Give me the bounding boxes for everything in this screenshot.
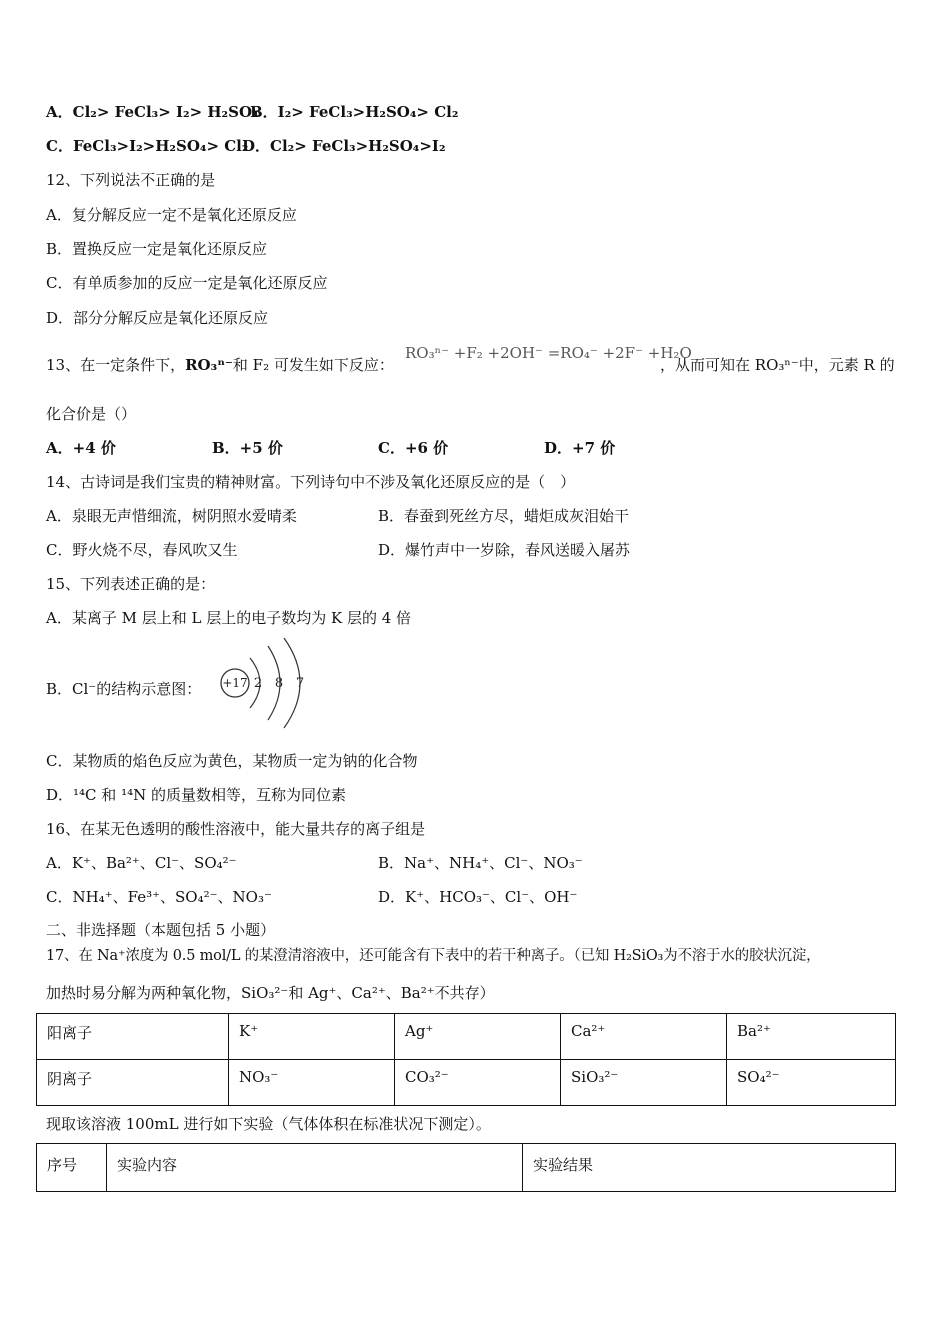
q12-option-a: A．复分解反应一定不是氧化还原反应 [46,206,297,224]
q13-species: RO₃ⁿ⁻ [185,356,233,374]
q12-option-b: B．置换反应一定是氧化还原反应 [46,240,268,258]
q14-option-row-2 [46,540,906,560]
table-cell: Ag⁺ [395,1014,561,1060]
shell-electron-count-3: 7 [295,676,305,691]
q15-option-d: D．¹⁴C 和 ¹⁴N 的质量数相等，互称为同位素 [46,786,346,804]
experiment-table [36,1143,896,1192]
table-header-cell: 序号 [37,1144,107,1192]
q16-option-a: A．K⁺、Ba²⁺、Cl⁻、SO₄²⁻ [46,854,237,872]
q14-option-d: D．爆竹声中一岁除，春风送暖入屠苏 [378,541,631,559]
table-cell: SiO₃²⁻ [561,1060,727,1106]
q16-option-c: C．NH₄⁺、Fe³⁺、SO₄²⁻、NO₃⁻ [46,888,272,906]
q11-option-c: C．FeCl₃>I₂>H₂SO₄> Cl₂ [46,137,249,155]
q12-stem: 12、下列说法不正确的是 [46,171,216,189]
q16-stem: 16、在某无色透明的酸性溶液中，能大量共存的离子组是 [46,820,426,838]
q16-option-row-2 [46,887,906,907]
q12-option-c: C．有单质参加的反应一定是氧化还原反应 [46,274,328,292]
q13-option-d: D．+7 价 [544,439,616,457]
table-cell: K⁺ [229,1014,395,1060]
ion-table [36,1013,896,1106]
shell-electron-count-2: 8 [274,676,284,691]
table-cell: CO₃²⁻ [395,1060,561,1106]
q13-stem-line2: 化合价是（） [46,405,137,423]
table-header-cell: 实验结果 [523,1144,896,1192]
q13-stem-post: ，从而可知在 RO₃ⁿ⁻中，元素 R 的 [660,356,895,374]
q13-stem [46,355,394,375]
q15-option-a: A．某离子 M 层上和 L 层上的电子数均为 K 层的 4 倍 [46,609,412,627]
q13-option-c: C．+6 价 [378,439,449,457]
q15-stem: 15、下列表述正确的是： [46,575,216,593]
table-cell: SO₄²⁻ [727,1060,896,1106]
q14-option-a: A．泉眼无声惜细流，树阴照水爱晴柔 [46,507,297,525]
q11-option-d: D．Cl₂> FeCl₃>H₂SO₄>I₂ [242,137,446,155]
q13-and-text: 和 F₂ 可发生如下反应： [232,356,394,374]
section-heading: 二、非选择题（本题包括 5 小题） [46,921,276,939]
shell-electron-count-1: 2 [253,676,263,691]
table-header-row [37,1144,896,1192]
q16-option-b: B．Na⁺、NH₄⁺、Cl⁻、NO₃⁻ [378,854,583,872]
q16-option-row-1 [46,853,906,873]
table-cell: Ca²⁺ [561,1014,727,1060]
q14-option-b: B．春蚕到死丝方尽，蜡炬成灰泪始干 [378,507,630,525]
table-header-cell: 实验内容 [107,1144,523,1192]
table-row [37,1014,896,1060]
q11-option-row-2 [46,136,446,156]
q11-option-a: A．Cl₂> FeCl₃> I₂> H₂SO₄ [46,103,259,121]
q13-option-a: A．+4 价 [46,439,116,457]
q14-option-c: C．野火烧不尽，春风吹又生 [46,541,238,559]
q17-stem-line1: 17、在 Na⁺浓度为 0.5 mol/L 的某澄清溶液中，还可能含有下表中的若干种离子。（已知 H₂SiO₃为不溶于水的胶状沉淀， [46,948,821,964]
q13-stem-pre: 13、在一定条件下， [46,356,186,374]
q13-equation: RO₃ⁿ⁻ +F₂ +2OH⁻ =RO₄⁻ +2F⁻ +H₂O [405,344,692,362]
q16-option-d: D．K⁺、HCO₃⁻、Cl⁻、OH⁻ [378,888,578,906]
chlorine-ion-structure-diagram [218,636,318,732]
q15-option-c: C．某物质的焰色反应为黄色，某物质一定为钠的化合物 [46,752,418,770]
table-cell: NO₃⁻ [229,1060,395,1106]
experiment-intro: 现取该溶液 100mL 进行如下实验（气体体积在标准状况下测定）。 [46,1115,491,1133]
table-cell: 阳离子 [37,1014,229,1060]
q13-option-b: B．+5 价 [212,439,283,457]
q15-option-b: B．Cl⁻的结构示意图： [46,680,202,698]
table-row [37,1060,896,1106]
table-cell: Ba²⁺ [727,1014,896,1060]
q11-option-row-1 [46,102,459,122]
q17-stem-line2: 加热时易分解为两种氧化物，SiO₃²⁻和 Ag⁺、Ca²⁺、Ba²⁺不共存） [46,984,495,1002]
q11-option-b: B．I₂> FeCl₃>H₂SO₄> Cl₂ [250,103,459,121]
q14-option-row-1 [46,506,906,526]
nucleus-label: +17 [222,676,248,690]
table-cell: 阴离子 [37,1060,229,1106]
q14-stem: 14、古诗词是我们宝贵的精神财富。下列诗句中不涉及氧化还原反应的是（ ） [46,473,576,491]
q12-option-d: D．部分分解反应是氧化还原反应 [46,309,269,327]
